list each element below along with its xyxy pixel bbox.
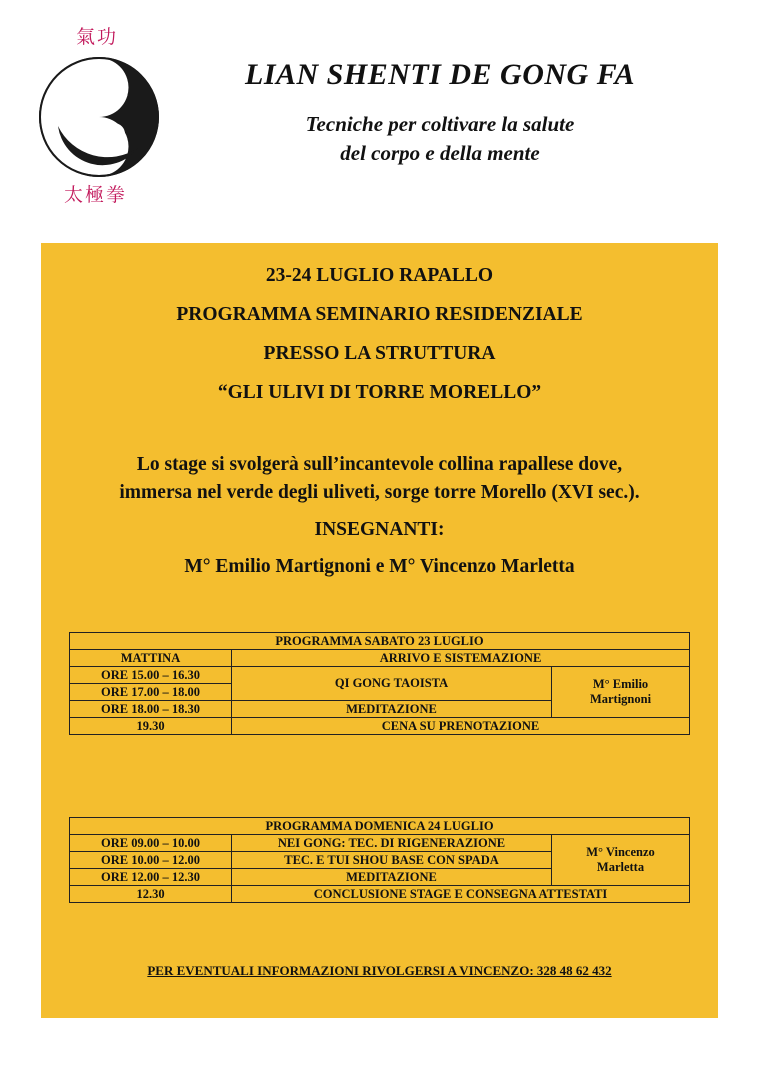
contact-info: PER EVENTUALI INFORMAZIONI RIVOLGERSI A VINCENZO: 328 48 62 432: [147, 963, 612, 978]
description: [41, 451, 718, 507]
sunday-table-title: PROGRAMMA DOMENICA 24 LUGLIO: [70, 818, 690, 835]
activity-cell: CENA SU PRENOTAZIONE: [232, 718, 690, 735]
table-row: [70, 650, 690, 667]
saturday-schedule-table: [69, 632, 690, 735]
teachers-label: INSEGNANTI:: [314, 519, 445, 540]
subtitle-line-1: Tecniche per coltivare la salute: [305, 112, 575, 136]
time-cell: 19.30: [70, 718, 232, 735]
teacher-line: Marletta: [596, 860, 645, 874]
page-subtitle: [170, 110, 710, 168]
venue-name-heading: “GLI ULIVI DI TORRE MORELLO”: [217, 382, 542, 403]
teachers-names: M° Emilio Martignoni e M° Vincenzo Marletta: [184, 556, 575, 577]
activity-cell: QI GONG TAOISTA: [232, 667, 552, 701]
teacher-cell: [552, 835, 690, 886]
activity-cell: CONCLUSIONE STAGE E CONSEGNA ATTESTATI: [232, 886, 690, 903]
logo-qigong-chars: 氣功: [76, 26, 119, 48]
time-cell: ORE 12.00 – 12.30: [70, 869, 232, 886]
event-date-heading: 23-24 LUGLIO RAPALLO: [265, 265, 494, 286]
teacher-line: Martignoni: [589, 692, 652, 706]
activity-cell: MEDITAZIONE: [232, 701, 552, 718]
description-line-1: Lo stage si svolgerà sull’incantevole collina rapallese dove,: [136, 454, 623, 475]
activity-cell: TEC. E TUI SHOU BASE CON SPADA: [232, 852, 552, 869]
time-cell: 12.30: [70, 886, 232, 903]
venue-intro-heading: PRESSO LA STRUTTURA: [263, 343, 496, 364]
description-line-2: immersa nel verde degli uliveti, sorge torre Morello (XVI sec.).: [119, 482, 640, 503]
program-heading: PROGRAMMA SEMINARIO RESIDENZIALE: [176, 304, 583, 325]
teacher-cell: [552, 667, 690, 718]
saturday-table-title: PROGRAMMA SABATO 23 LUGLIO: [70, 633, 690, 650]
logo: [30, 22, 170, 217]
time-cell: ORE 09.00 – 10.00: [70, 835, 232, 852]
yin-yang-icon: [38, 56, 160, 178]
table-row: [70, 718, 690, 735]
teacher-line: M° Vincenzo: [586, 845, 655, 859]
time-cell: ORE 17.00 – 18.00: [70, 684, 232, 701]
table-row: [70, 835, 690, 852]
activity-cell: ARRIVO E SISTEMAZIONE: [232, 650, 690, 667]
activity-cell: MEDITAZIONE: [232, 869, 552, 886]
activity-cell: NEI GONG: TEC. DI RIGENERAZIONE: [232, 835, 552, 852]
page-title: LIAN SHENTI DE GONG FA: [245, 58, 635, 91]
teacher-line: M° Emilio: [592, 677, 649, 691]
table-row: [70, 667, 690, 684]
time-cell: ORE 15.00 – 16.30: [70, 667, 232, 684]
table-row: [70, 886, 690, 903]
subtitle-line-2: del corpo e della mente: [340, 141, 540, 165]
sunday-schedule-table: [69, 817, 690, 903]
time-cell: ORE 18.00 – 18.30: [70, 701, 232, 718]
logo-taiji-chars: 太極拳: [64, 184, 128, 206]
program-panel: [41, 243, 718, 1018]
table-row: [70, 818, 690, 835]
time-cell: MATTINA: [70, 650, 232, 667]
time-cell: ORE 10.00 – 12.00: [70, 852, 232, 869]
table-row: [70, 633, 690, 650]
